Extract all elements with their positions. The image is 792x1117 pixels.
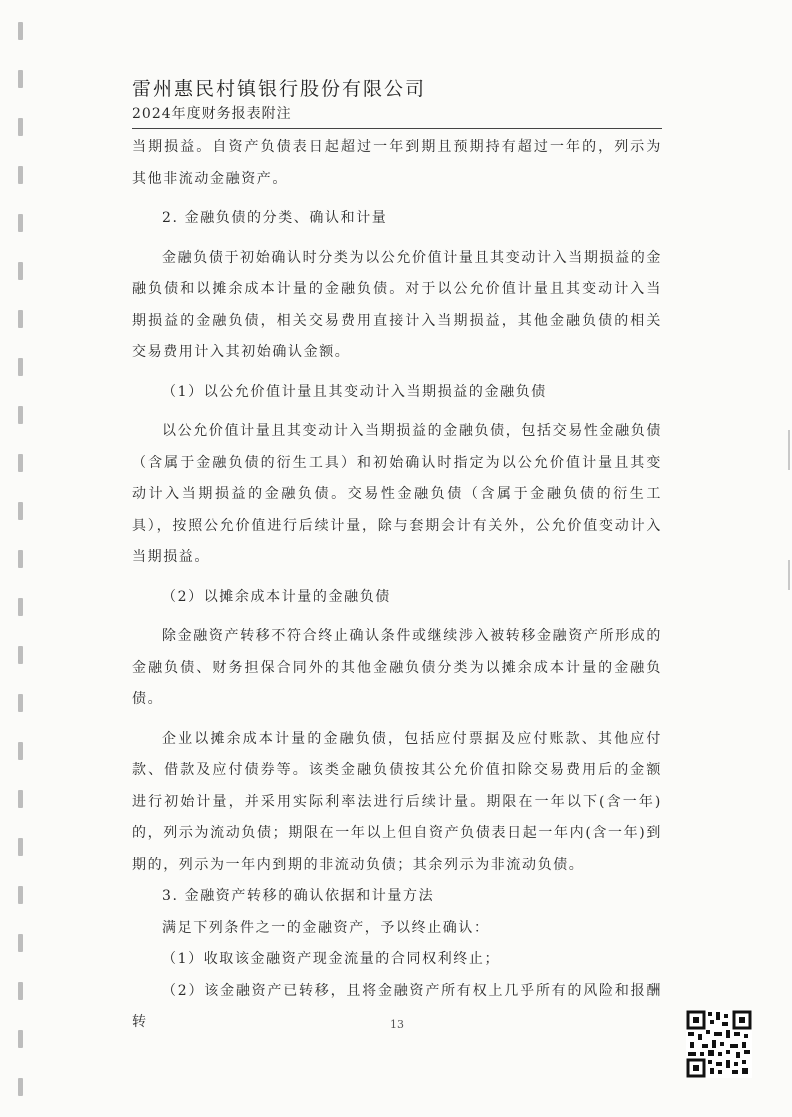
binding-hole (18, 118, 23, 136)
document-body (132, 132, 662, 1039)
paragraph: 以公允价值计量且其变动计入当期损益的金融负债，包括交易性金融负债（含属于金融负债的衍生工具）和初始确认时指定为以公允价值计量且其变动计入当期损益的金融负债。交易性金融负债（含属于金融负债的衍生工具），按照公允价值进行后续计量，除与套期会计有关外，公允价值变动计入当期损益。 (132, 423, 662, 565)
binding-holes (0, 0, 34, 1117)
company-name: 雷州惠民村镇银行股份有限公司 (132, 78, 427, 100)
binding-hole (18, 886, 23, 904)
scan-edge-mark (788, 430, 790, 470)
binding-hole (18, 598, 23, 616)
qr-code-icon (686, 1010, 752, 1078)
binding-hole (18, 454, 23, 472)
subsection-heading: （1）以公允价值计量且其变动计入当期损益的金融负债 (162, 383, 547, 400)
binding-hole (18, 70, 23, 88)
binding-hole (18, 358, 23, 376)
list-item: （2）该金融资产已转移，且将金融资产所有权上几乎所有的风险和报酬转 (132, 982, 662, 1030)
binding-hole (18, 406, 23, 424)
paragraph: 当期损益。自资产负债表日起超过一年到期且预期持有超过一年的，列示为其他非流动金融资产。 (132, 139, 662, 187)
binding-hole (18, 790, 23, 808)
binding-hole (18, 838, 23, 856)
binding-hole (18, 934, 23, 952)
binding-hole (18, 502, 23, 520)
binding-hole (18, 1078, 23, 1096)
section-heading: 3. 金融资产转移的确认依据和计量方法 (162, 888, 435, 904)
page-header (132, 76, 662, 129)
subsection-heading: （2）以摊余成本计量的金融负债 (162, 588, 391, 605)
binding-hole (18, 550, 23, 568)
paragraph: 满足下列条件之一的金融资产，予以终止确认： (162, 919, 490, 936)
header-rule (132, 128, 662, 129)
section-heading: 2. 金融负债的分类、确认和计量 (162, 210, 388, 226)
binding-hole (18, 262, 23, 280)
paragraph: 金融负债于初始确认时分类为以公允价值计量且其变动计入当期损益的金融负债和以摊余成本计量的金融负债。对于以公允价值计量且其变动计入当期损益的金融负债，相关交易费用直接计入当期损益，其他金融负债的相关交易费用计入其初始确认金额。 (132, 249, 662, 360)
binding-hole (18, 22, 23, 40)
binding-hole (18, 166, 23, 184)
scan-edge-mark (788, 560, 790, 590)
page-number: 13 (390, 1018, 404, 1031)
binding-hole (18, 646, 23, 664)
list-item: （1）收取该金融资产现金流量的合同权利终止； (162, 951, 501, 967)
report-subtitle: 2024年度财务报表附注 (132, 106, 292, 122)
binding-hole (18, 310, 23, 328)
binding-hole (18, 742, 23, 760)
paragraph: 除金融资产转移不符合终止确认条件或继续涉入被转移金融资产所形成的金融负债、财务担保合同外的其他金融负债分类为以摊余成本计量的金融负债。 (132, 628, 662, 707)
binding-hole (18, 1030, 23, 1048)
paragraph: 企业以摊余成本计量的金融负债，包括应付票据及应付账款、其他应付款、借款及应付债券等。该类金融负债按其公允价值扣除交易费用后的金额进行初始计量，并采用实际利率法进行后续计量。期限在一年以下(含一年)的，列示为流动负债；期限在一年以上但自资产负债表日起一年内(含一年)到期的，列示为一年内到期的非流动负债；其余列示为非流动负债。 (132, 730, 662, 873)
binding-hole (18, 694, 23, 712)
binding-hole (18, 982, 23, 1000)
binding-hole (18, 214, 23, 232)
